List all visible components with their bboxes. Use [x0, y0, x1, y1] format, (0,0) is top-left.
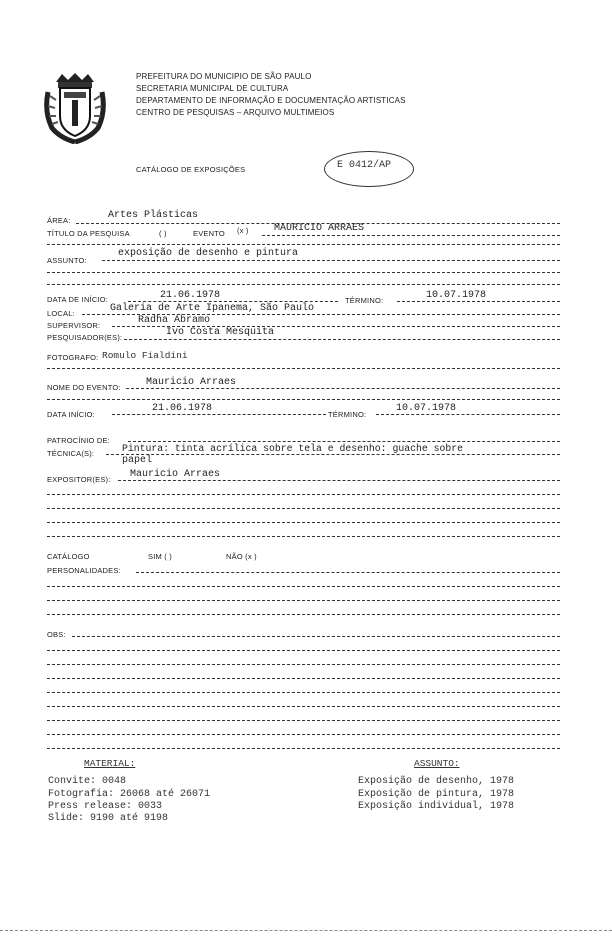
- area-value: Artes Plásticas: [108, 210, 199, 221]
- material-item: Slide: 9190 até 9198: [48, 813, 169, 824]
- catalogo-nao-checkbox: NÃO (x ): [226, 552, 257, 561]
- data-inicio-value: 21.06.1978: [160, 290, 221, 301]
- header-prefeitura: PREFEITURA DO MUNICIPIO DE SÃO PAULO: [136, 72, 312, 81]
- tecnicas-value-line2: papel: [122, 455, 153, 466]
- header-centro: CENTRO DE PESQUISAS – ARQUIVO MULTIMEIOS: [136, 108, 335, 117]
- data-inicio-label: DATA DE INÍCIO:: [47, 295, 109, 304]
- area-label: ÁREA:: [47, 216, 71, 225]
- evento-checkbox: (x ): [237, 226, 249, 235]
- catalog-title: CATÁLOGO DE EXPOSIÇÕES: [136, 165, 246, 174]
- catalogo-label: CATÁLOGO: [47, 552, 90, 561]
- local-label: LOCAL:: [47, 309, 75, 318]
- fotografo-value: Romulo Fialdini: [102, 350, 188, 361]
- assunto-value: exposição de desenho e pintura: [118, 248, 299, 259]
- termino2-value: 10.07.1978: [396, 403, 457, 414]
- evento-label: EVENTO: [193, 229, 225, 238]
- material-title: MATERIAL:: [84, 758, 136, 769]
- nome-evento-value: Mauricio Arraes: [146, 377, 237, 388]
- patrocinio-label: PATROCÍNIO DE:: [47, 436, 110, 445]
- titulo-label: TÍTULO DA PESQUISA: [47, 229, 130, 238]
- pesquisadores-label: PESQUISADOR(ES):: [47, 333, 123, 342]
- pesquisadores-value: Ivo Costa Mesquita: [166, 327, 275, 338]
- header-secretaria: SECRETARIA MUNICIPAL DE CULTURA: [136, 84, 289, 93]
- assunto-label: ASSUNTO:: [47, 256, 87, 265]
- titulo-checkbox: ( ): [159, 229, 167, 238]
- assunto-list-item: Exposição de pintura, 1978: [358, 789, 515, 800]
- data-inicio2-value: 21.06.1978: [152, 403, 213, 414]
- assunto-list-title: ASSUNTO:: [414, 758, 460, 769]
- expositores-value: Mauricio Arraes: [130, 469, 221, 480]
- material-item: Convite: 0048: [48, 776, 127, 787]
- data-inicio2-label: DATA INÍCIO:: [47, 410, 95, 419]
- tecnicas-label: TÉCNICA(S):: [47, 449, 95, 458]
- local-value: Galeria de Arte Ipanema, São Paulo: [110, 303, 315, 314]
- supervisor-label: SUPERVISOR:: [47, 321, 101, 330]
- supervisor-value: Radha Abramo: [138, 315, 211, 326]
- termino-value: 10.07.1978: [426, 290, 487, 301]
- catalogo-sim-checkbox: SIM ( ): [148, 552, 172, 561]
- expositores-label: EXPOSITOR(ES):: [47, 475, 111, 484]
- assunto-list-item: Exposição de desenho, 1978: [358, 776, 515, 787]
- termino2-label: TÉRMINO:: [328, 410, 367, 419]
- material-item: Fotografia: 26068 até 26071: [48, 789, 211, 800]
- nome-evento-label: NOME DO EVENTO:: [47, 383, 121, 392]
- obs-label: OBS:: [47, 630, 66, 639]
- assunto-list-item: Exposição individual, 1978: [358, 801, 515, 812]
- personalidades-label: PERSONALIDADES:: [47, 566, 121, 575]
- termino-label: TÉRMINO:: [345, 296, 384, 305]
- material-item: Press release: 0033: [48, 801, 163, 812]
- catalog-code: E 0412/AP: [337, 160, 392, 171]
- evento-value: MAURICIO ARRAES: [274, 223, 365, 234]
- tecnicas-value-line1: Pintura: tinta acrílica sobre tela e desenho: guache sobre: [122, 443, 463, 454]
- header-departamento: DEPARTAMENTO DE INFORMAÇÃO E DOCUMENTAÇÃO ARTISTICAS: [136, 96, 406, 105]
- coat-of-arms-icon: [42, 72, 108, 144]
- fotografo-label: FOTOGRAFO:: [47, 353, 99, 362]
